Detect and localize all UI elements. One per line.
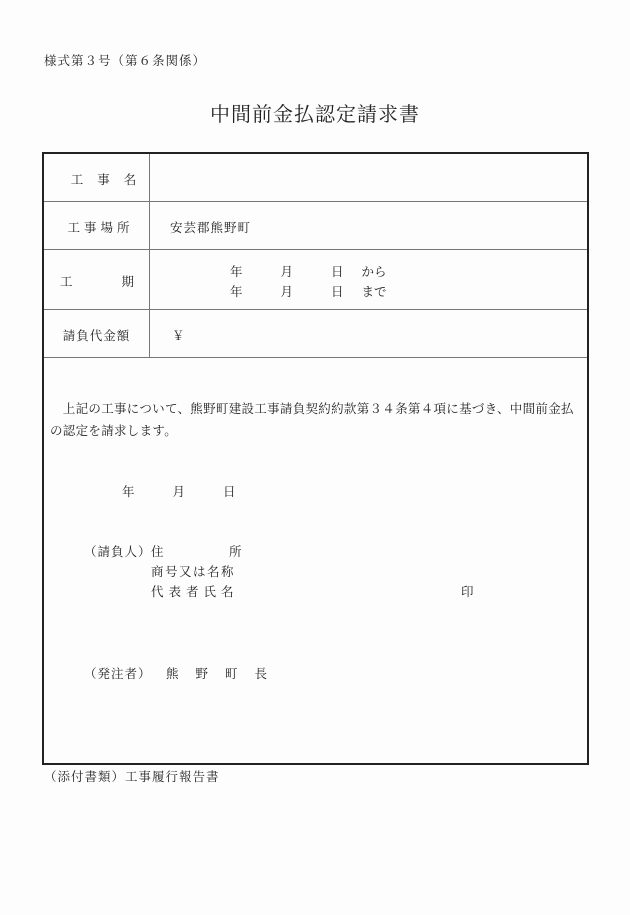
period-from-row[interactable] bbox=[230, 262, 386, 280]
period-to-row[interactable] bbox=[230, 282, 386, 300]
orderer-name bbox=[166, 664, 267, 682]
seal-mark: 印 bbox=[461, 584, 474, 599]
form-table bbox=[42, 152, 589, 765]
row-divider bbox=[44, 357, 587, 358]
form-number: 様式第３号（第６条関係） bbox=[44, 53, 207, 68]
date-year: 年 bbox=[122, 484, 135, 499]
from-day: 日 bbox=[330, 264, 344, 279]
from-suffix: から bbox=[361, 264, 387, 279]
orderer-role: （発注者） bbox=[84, 666, 152, 681]
to-year: 年 bbox=[230, 284, 243, 299]
from-year: 年 bbox=[230, 264, 243, 279]
from-month: 月 bbox=[280, 264, 293, 279]
request-date[interactable] bbox=[122, 482, 235, 500]
orderer-char: 町 bbox=[225, 666, 238, 681]
request-statement: 上記の工事について、熊野町建設工事請負契約約款第３４条第４項に基づき、中間前金払の認定を請求します。 bbox=[50, 401, 574, 438]
attachments-note: （添付書類）工事履行報告書 bbox=[44, 769, 220, 784]
document-title: 中間前金払認定請求書 bbox=[210, 102, 420, 126]
orderer-char: 野 bbox=[195, 666, 209, 681]
row-divider bbox=[44, 201, 587, 202]
row-divider bbox=[44, 249, 587, 250]
date-day: 日 bbox=[222, 484, 236, 499]
to-suffix: まで bbox=[361, 284, 387, 299]
orderer-char: 長 bbox=[254, 666, 268, 681]
company-name-label: 商号又は名称 bbox=[151, 564, 236, 579]
orderer-char: 熊 bbox=[166, 666, 179, 681]
contract-amount-field[interactable]: ￥ bbox=[172, 328, 185, 343]
contract-amount-label: 請負代金額 bbox=[62, 328, 131, 343]
period-label-right: 期 bbox=[121, 274, 134, 289]
row-divider bbox=[44, 309, 587, 310]
to-month: 月 bbox=[280, 284, 293, 299]
to-day: 日 bbox=[330, 284, 344, 299]
address-label-a: 住 bbox=[151, 544, 164, 559]
construction-location-label: 工事場所 bbox=[67, 220, 134, 235]
address-label-b: 所 bbox=[229, 544, 242, 559]
period-label-left: 工 bbox=[60, 274, 73, 289]
date-month: 月 bbox=[172, 484, 185, 499]
construction-period-label bbox=[60, 272, 134, 290]
construction-name-field[interactable] bbox=[170, 170, 570, 186]
construction-name-label: 工事名 bbox=[70, 172, 151, 187]
representative-label: 代表者氏名 bbox=[151, 584, 239, 599]
contractor-role: （請負人） bbox=[84, 544, 152, 559]
construction-location-field[interactable]: 安芸郡熊野町 bbox=[170, 220, 252, 235]
